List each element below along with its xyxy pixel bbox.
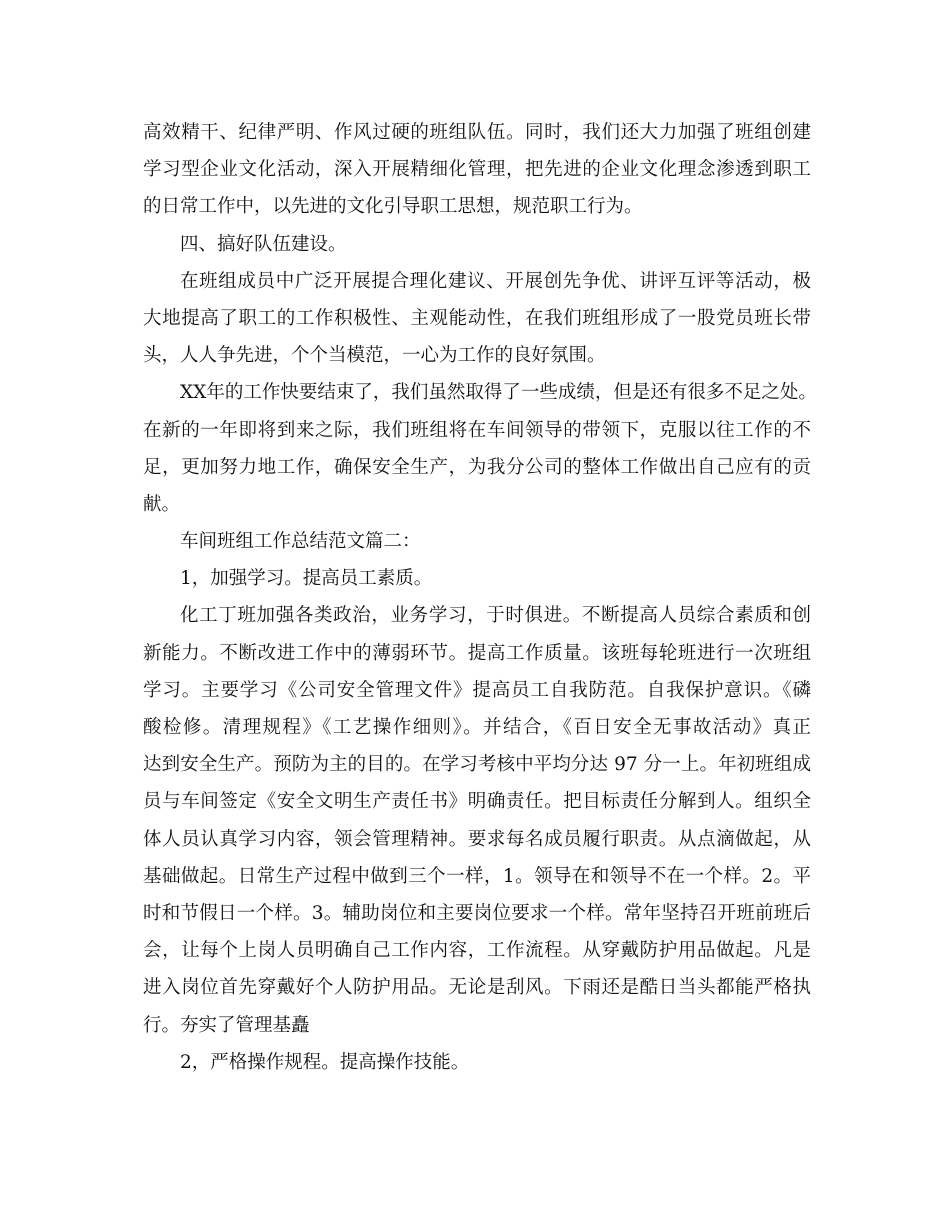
text-line: 会，让每个上岗人员明确自己工作内容，工作流程。从穿戴防护用品做起。凡是 [143,940,811,962]
text-line: 时和节假日一个样。3。辅助岗位和主要岗位要求一个样。常年坚持召开班前班后 [143,902,811,924]
text-line: 新能力。不断改进工作中的薄弱环节。提高工作质量。该班每轮班进行一次班组 [143,642,811,664]
text-line: 在新的一年即将到来之际，我们班组将在车间领导的带领下，克服以往工作的不 [143,419,811,441]
text-line: XX年的工作快要结束了，我们虽然取得了一些成绩，但是还有很多不足之处。 [180,382,817,404]
text-line: 2，严格操作规程。提高操作技能。 [180,1051,470,1073]
text-line: 化工丁班加强各类政治，业务学习，于时俱进。不断提高人员综合素质和创 [180,605,811,627]
text-line: 在班组成员中广泛开展提合理化建议、开展创先争优、讲评互评等活动，极 [180,270,811,292]
text-line: 1，加强学习。提高员工素质。 [180,568,433,590]
text-line: 头，人人争先进，个个当模范，一心为工作的良好氛围。 [143,345,606,367]
text-line: 行。夯实了管理基矗 [143,1014,310,1036]
text-line: 学习。主要学习《公司安全管理文件》提高员工自我防范。自我保护意识。《磷 [143,679,811,701]
text-line: 学习型企业文化活动，深入开展精细化管理，把先进的企业文化理念渗透到职工 [143,159,811,181]
text-line: 进入岗位首先穿戴好个人防护用品。无论是刮风。下雨还是酷日当头都能严格执 [143,977,811,999]
text-line: 体人员认真学习内容，领会管理精神。要求每名成员履行职责。从点滴做起，从 [143,828,811,850]
text-line: 献。 [143,493,181,515]
text-line: 达到安全生产。预防为主的目的。在学习考核中平均分达 97 分一上。年初班组成 [143,754,811,776]
text-line: 车间班组工作总结范文篇二： [180,531,421,553]
text-line: 基础做起。日常生产过程中做到三个一样，1。领导在和领导不在一个样。2。平 [143,865,811,887]
document-body [143,114,817,1081]
text-line: 高效精干、纪律严明、作风过硬的班组队伍。同时，我们还大力加强了班组创建 [143,122,811,143]
text-line: 员与车间签定《安全文明生产责任书》明确责任。把目标责任分解到人。组织全 [143,791,811,813]
text-line: 的日常工作中，以先进的文化引导职工思想，规范职工行为。 [143,196,643,218]
text-line: 酸检修。清理规程》《工艺操作细则》。并结合，《百日安全无事故活动》真正 [143,717,811,738]
text-line: 四、搞好队伍建设。 [180,233,347,255]
text-line: 大地提高了职工的工作积极性、主观能动性，在我们班组形成了一股党员班长带 [143,307,811,329]
text-line: 足，更加努力地工作，确保安全生产，为我分公司的整体工作做出自己应有的贡 [143,456,811,478]
